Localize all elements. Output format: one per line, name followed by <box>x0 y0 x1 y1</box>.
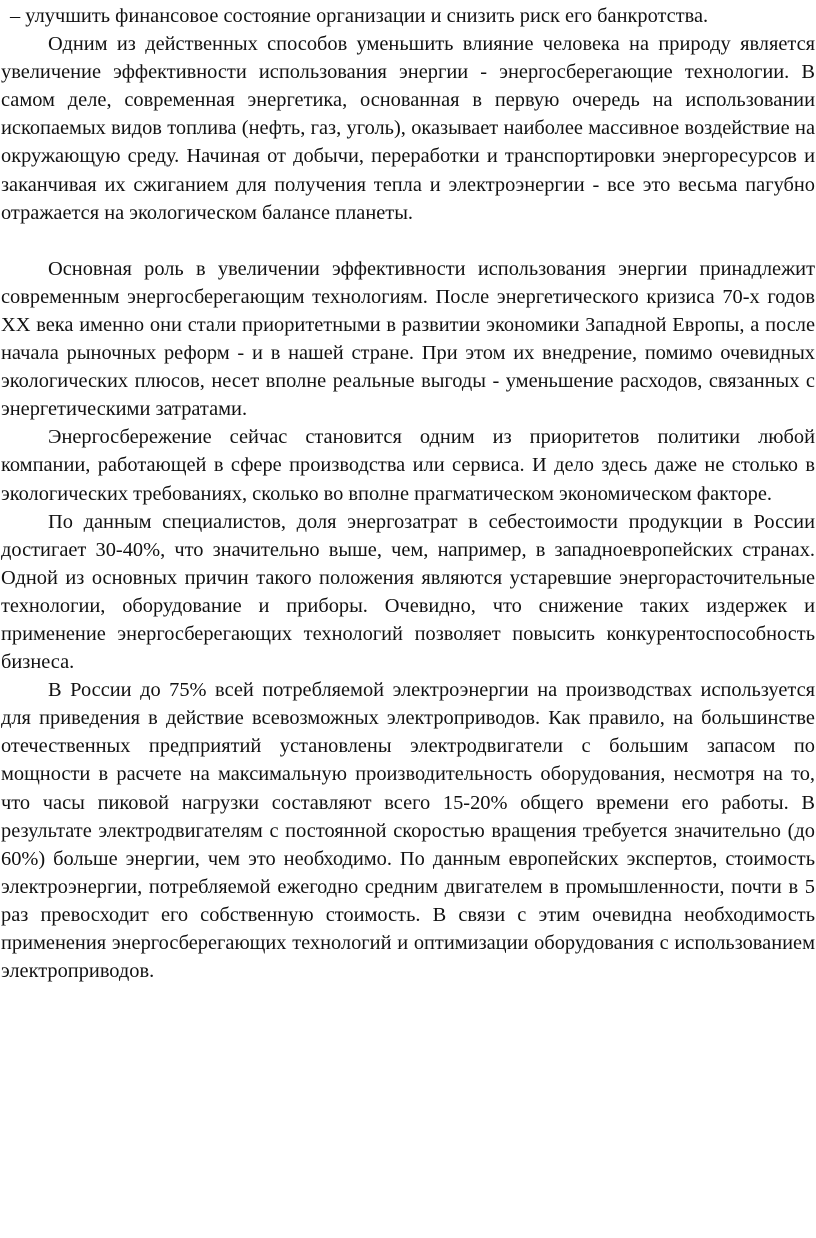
paragraph-gap <box>1 227 815 255</box>
paragraph-financial-goal: – улучшить финансовое состояние организации и снизить риск его банкротства. <box>10 5 709 27</box>
paragraph-electric-drives: В России до 75% всей потребляемой электроэнергии на производствах используется для приведения в действие всевозможных электроприводов. Как правило, на большинстве отечественных предприятий установлены электродвигатели с большим запасом по мощности в расчете на максимальную производительность оборудования, несмотря на то, что часы пиковой нагрузки составляют всего 15-20% общего времени его работы. В результате электродвигателям с постоянной скоростью вращения требуется значительно (до 60%) больше энергии, чем это необходимо. По данным европейских экспертов, стоимость электроэнергии, потребляемой ежегодно средним двигателем в промышленности, почти в 5 раз превосходит его собственную стоимость. В связи с этим очевидна необходимость применения энергосберегающих технологий и оптимизации оборудования с использованием электроприводов. <box>1 679 815 983</box>
paragraph-energy-saving-technologies: Основная роль в увеличении эффективности использования энергии принадлежит современным энергосберегающим технологиям. После энергетического кризиса 70-х годов XX века именно они стали приоритетными в развитии экономики Западной Европы, а после начала рыночных реформ - и в нашей стране. При этом их внедрение, помимо очевидных экологических плюсов, несет вполне реальные выгоды - уменьшение расходов, связанных с энергетическими затратами. <box>1 257 815 421</box>
paragraph-energy-efficiency: Одним из действенных способов уменьшить влияние человека на природу является увеличение эффективности использования энергии - энергосберегающие технологии. В самом деле, современная энергетика, основанная в первую очередь на использовании ископаемых видов топлива (нефть, газ, уголь), оказывает наиболее массивное воздействие на окружающую среду. Начиная от добычи, переработки и транспортировки энергоресурсов и заканчивая их сжиганием для получения тепла и электроэнергии - все это весьма пагубно отражается на экологическом балансе планеты. <box>1 33 815 224</box>
paragraph-company-priorities: Энергосбережение сейчас становится одним из приоритетов политики любой компании, работающей в сфере производства или сервиса. И дело здесь даже не столько в экологических требованиях, сколько во вполне прагматическом экономическом факторе. <box>1 426 815 505</box>
paragraph-energy-costs-russia: По данным специалистов, доля энергозатрат в себестоимости продукции в России достигает 30-40%, что значительно выше, чем, например, в западноевропейских странах. Одной из основных причин такого положения являются устаревшие энергорасточительные технологии, оборудование и приборы. Очевидно, что снижение таких издержек и применение энергосберегающих технологий позволяет повысить конкурентоспособность бизнеса. <box>1 510 815 674</box>
